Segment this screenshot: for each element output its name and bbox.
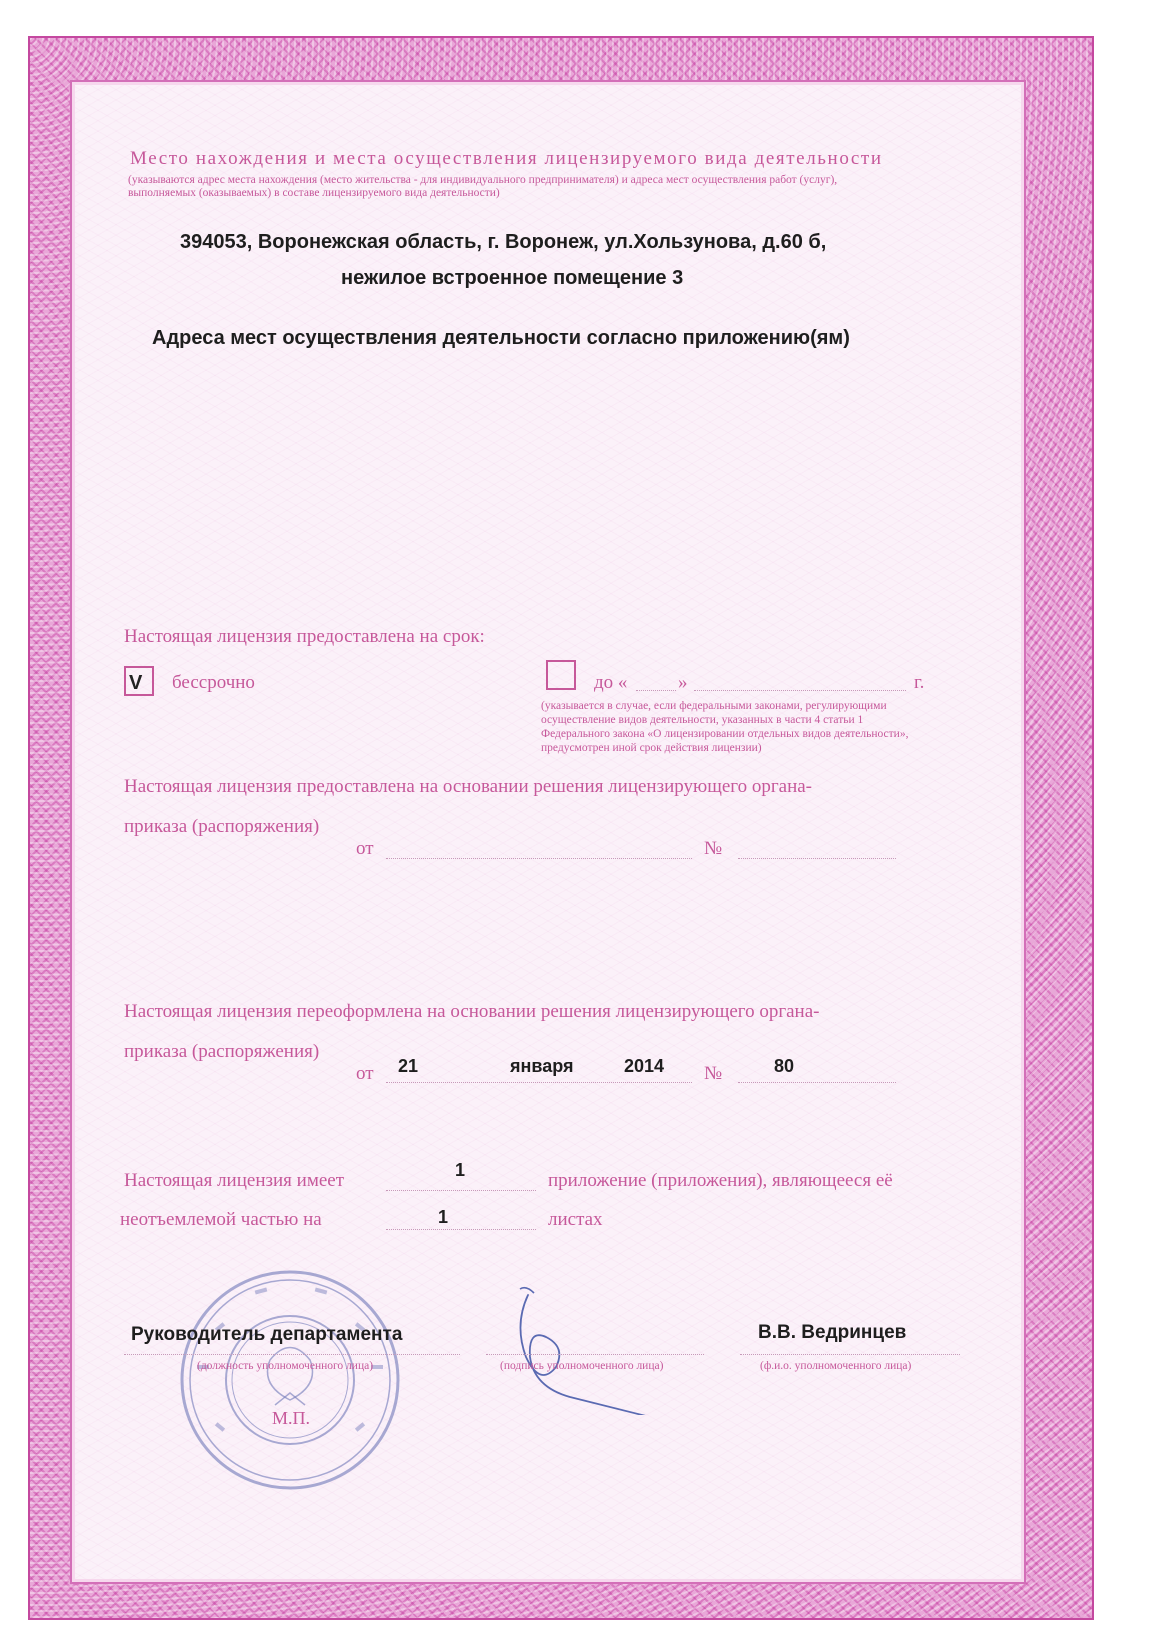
reissue-number-line (738, 1082, 896, 1083)
position-line (124, 1354, 460, 1355)
annex-line1-tail: приложение (приложения), являющееся её (548, 1170, 893, 1191)
annex-line2-tail: листах (548, 1209, 603, 1230)
grant-number-label: № (704, 838, 723, 859)
title-note-line2: выполняемых (оказываемых) в составе лицензируемого вида деятельности) (128, 187, 500, 199)
reissue-from-label: от (356, 1063, 374, 1084)
reissue-number-label: № (704, 1063, 723, 1084)
until-day-line (636, 690, 676, 691)
term-note-line2: осуществление видов деятельности, указанных в части 4 статьи 1 (541, 714, 864, 726)
position-caption: (должность уполномоченного лица) (197, 1360, 374, 1372)
grant-line2: приказа (распоряжения) (124, 816, 320, 837)
reissue-number: 80 (774, 1056, 795, 1076)
annex-line2-label: неотъемлемой частью на (120, 1209, 322, 1230)
activity-places-note: Адреса мест осуществления деятельности согласно приложению(ям) (152, 327, 850, 349)
until-checkbox (546, 660, 576, 690)
section-title: Место нахождения и места осуществления лицензируемого вида деятельности (130, 148, 883, 169)
perpetual-checkbox: V (124, 666, 154, 696)
annex-count-line (386, 1190, 536, 1191)
reissue-date-line (386, 1082, 692, 1083)
seal-place-label: М.П. (272, 1408, 311, 1428)
signature-caption: (подпись уполномоченного лица) (500, 1360, 664, 1372)
address-line1: 394053, Воронежская область, г. Воронеж, ул.Хользунова, д.60 б, (180, 231, 827, 253)
year-suffix: г. (914, 672, 925, 693)
grant-from-label: от (356, 838, 374, 859)
reissue-month: января (510, 1056, 574, 1076)
grant-date-line (386, 858, 692, 859)
reissue-year: 2014 (624, 1056, 665, 1076)
title-note-line1: (указываются адрес места нахождения (место жительства - для индивидуального предпринимателя) и адреса мест осуществления работ (услуг), (128, 174, 838, 186)
term-note-line3: Федерального закона «О лицензировании отдельных видов деятельности», (541, 728, 909, 740)
until-label: до « (594, 672, 628, 693)
address-line2: нежилое встроенное помещение 3 (341, 267, 684, 289)
signature-scribble (500, 1275, 710, 1415)
annex-line1-label: Настоящая лицензия имеет (124, 1170, 345, 1191)
signatory-name: В.В. Ведринцев (758, 1322, 907, 1343)
grant-number-line (738, 858, 896, 859)
signature-line (486, 1354, 704, 1355)
perpetual-label: бессрочно (172, 672, 255, 693)
annex-sheets-line (386, 1229, 536, 1230)
until-date-line (694, 690, 906, 691)
until-quote-close: » (678, 672, 688, 693)
official-seal-stamp (175, 1265, 405, 1495)
term-note-line4: предусмотрен иной срок действия лицензии) (541, 742, 762, 754)
grant-line1: Настоящая лицензия предоставлена на основании решения лицензирующего органа- (124, 776, 813, 797)
position-title: Руководитель департамента (131, 1324, 403, 1345)
annex-sheets: 1 (438, 1207, 449, 1227)
name-caption: (ф.и.о. уполномоченного лица) (760, 1360, 912, 1372)
reissue-day: 21 (398, 1056, 419, 1076)
name-line (740, 1354, 960, 1355)
term-note-line1: (указывается в случае, если федеральными законами, регулирующими (541, 700, 887, 712)
term-label: Настоящая лицензия предоставлена на срок: (124, 626, 485, 647)
annex-count: 1 (455, 1160, 466, 1180)
reissue-line1: Настоящая лицензия переоформлена на основании решения лицензирующего органа- (124, 1001, 820, 1022)
reissue-line2: приказа (распоряжения) (124, 1041, 320, 1062)
